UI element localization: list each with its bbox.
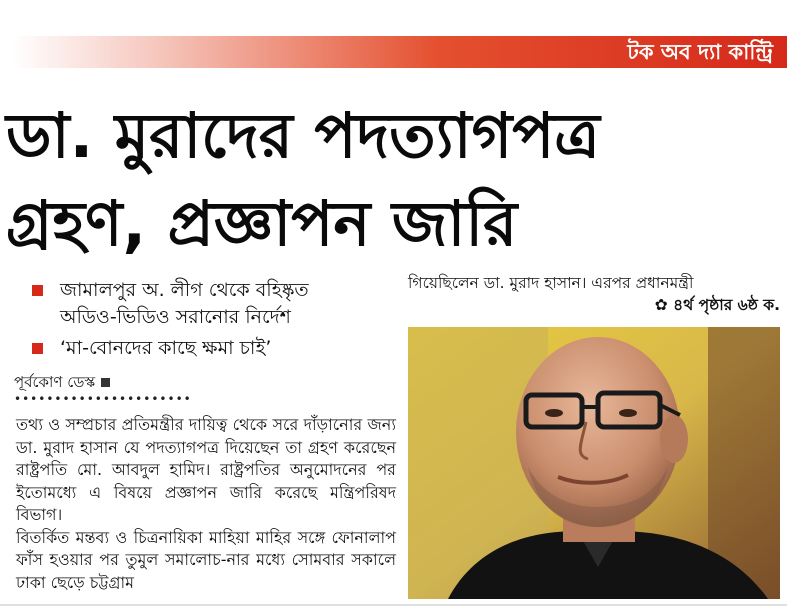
byline	[14, 372, 110, 392]
continuation-text: গিয়েছিলেন ডা. মুরাদ হাসান। এরপর প্রধানমন্ত্রী	[408, 274, 694, 292]
page-reference-text: ৪র্থ পৃষ্ঠার ৬ষ্ঠ ক.	[673, 296, 780, 314]
highlight-line: অডিও-ভিডিও সরানোর নির্দেশ	[60, 306, 291, 328]
portrait-photo	[408, 327, 780, 599]
highlight-line: ‘মা-বোনদের কাছে ক্ষমা চাই’	[60, 337, 272, 359]
page-reference	[408, 294, 780, 316]
section-banner-label: টক অব দ্যা কান্ট্রি	[627, 40, 773, 64]
square-marker-icon	[101, 378, 110, 387]
article-paragraph: তথ্য ও সম্প্রচার প্রতিমন্ত্রীর দায়িত্ব থেকে সরে দাঁড়ানোর জন্য ডা. মুরাদ হাসান যে পদত্যাগপত্র দিয়েছেন তা গ্রহণ করেছেন রাষ্ট্রপতি মো. আবদুল হামিদ। রাষ্ট্রপতির অনুমোদনের পর ইতোমধ্যে এ বিষয়ে প্রজ্ঞাপন জারি করেছে মন্ত্রিপরিষদ বিভাগ।	[16, 415, 396, 524]
continuation-column	[408, 272, 780, 316]
highlight-item	[28, 335, 398, 362]
headline-line-2: গ্রহণ, প্রজ্ঞাপন জারি	[6, 187, 518, 260]
article-paragraph: বিতর্কিত মন্তব্য ও চিত্রনায়িকা মাহিয়া মাহির সঙ্গে ফোনালাপ ফাঁস হওয়ার পর তুমুল সমালোচ-নার মধ্যে সোমবার সকালে ঢাকা ছেড়ে চট্টগ্রাম	[16, 527, 396, 592]
bottom-rule	[0, 604, 787, 606]
highlight-item	[28, 277, 398, 331]
red-square-bullet-icon	[32, 343, 43, 354]
headline	[6, 92, 786, 268]
article-body	[16, 414, 396, 594]
red-square-bullet-icon	[32, 285, 43, 296]
headline-line-1: ডা. মুরাদের পদত্যাগপত্র	[6, 99, 600, 172]
byline-text: পূর্বকোণ ডেস্ক	[14, 373, 96, 391]
highlights-list	[28, 277, 398, 366]
dotted-divider: ••••••••••••••••••••••	[14, 392, 192, 406]
portrait-photo-illustration	[408, 327, 780, 599]
section-banner	[12, 36, 787, 68]
highlight-line: জামালপুর অ. লীগ থেকে বহিষ্কৃত	[60, 279, 309, 301]
flower-bullet-icon: ✿	[654, 296, 674, 314]
